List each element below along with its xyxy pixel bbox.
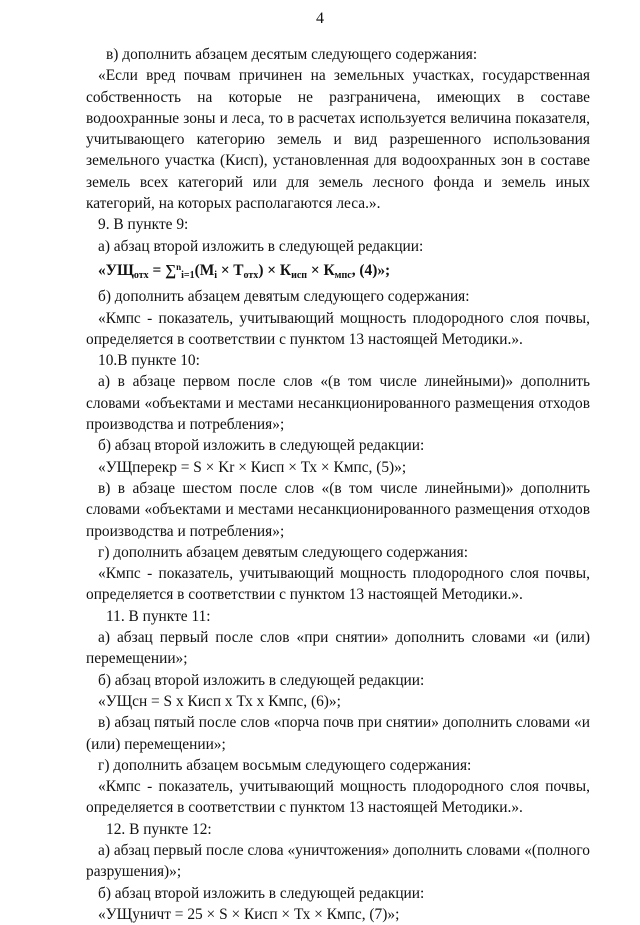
paragraph: «Кмпс - показатель, учитывающий мощность плодородного слоя почвы, определяется в соответствии с пунктом 13 настоящей Методики.». bbox=[86, 309, 590, 348]
paragraph: б) абзац второй изложить в следующей редакции: bbox=[98, 437, 425, 455]
paragraph: а) абзац первый после слов «при снятии» дополнить словами «и (или) перемещении»; bbox=[86, 629, 590, 668]
paragraph: б) абзац второй изложить в следующей редакции: bbox=[98, 671, 425, 689]
paragraph: «Кмпс - показатель, учитывающий мощность плодородного слоя почвы, определяется в соответствии с пунктом 13 настоящей Методики.». bbox=[86, 565, 590, 604]
paragraph: 11. В пункте 11: bbox=[106, 607, 211, 625]
paragraph: а) абзац второй изложить в следующей редакции: bbox=[98, 237, 424, 255]
paragraph: «Кмпс - показатель, учитывающий мощность плодородного слоя почвы, определяется в соответствии с пунктом 13 настоящей Методики.». bbox=[86, 778, 590, 817]
paragraph: 10.В пункте 10: bbox=[98, 352, 200, 370]
paragraph: в) дополнить абзацем десятым следующего содержания: bbox=[106, 46, 478, 63]
paragraph: «Если вред почвам причинен на земельных участках, государственная собственность на которые не разграничена, имеющих в составе водоохранные зоны и леса, то в расчетах используется величина показателя, учитывающего категорию земель и вид разрешенного использования земельного участка (Кисп), установленная для водоохранных зон в составе земель всех категорий или для земель лесного фонда и земель иных категорий, на которых располагаются леса.». bbox=[86, 67, 590, 213]
formula-6: «УЩсн = S x Кисп x Тх x Кмпс, (6)»; bbox=[98, 692, 341, 710]
paragraph: г) дополнить абзацем восьмым следующего содержания: bbox=[98, 756, 472, 774]
paragraph: а) в абзаце первом после слов «(в том числе линейными)» дополнить словами «объектами и местами несанкционированного размещения отходов производства и потребления»; bbox=[86, 373, 590, 434]
paragraph: в) в абзаце шестом после слов «(в том числе линейными)» дополнить словами «объектами и местами несанкционированного размещения отходов производства и потребления»; bbox=[86, 479, 590, 540]
document-body bbox=[86, 44, 590, 925]
paragraph: 9. В пункте 9: bbox=[98, 216, 189, 234]
formula-7: «УЩуничт = 25 × S × Кисп × Тх × Кмпс, (7)»; bbox=[98, 905, 400, 923]
paragraph: б) абзац второй изложить в следующей редакции: bbox=[98, 884, 425, 902]
page-number: 4 bbox=[316, 10, 324, 27]
paragraph: а) абзац первый после слова «уничтожения» дополнить словами «(полного разрушения)»; bbox=[86, 841, 590, 881]
paragraph: г) дополнить абзацем девятым следующего содержания: bbox=[98, 543, 469, 561]
paragraph: в) абзац пятый после слов «порча почв при снятии» дополнить словами «и (или) перемещении»; bbox=[86, 714, 590, 753]
paragraph: 12. В пункте 12: bbox=[106, 820, 212, 838]
paragraph: б) дополнить абзацем девятым следующего содержания: bbox=[98, 288, 470, 306]
formula-5: «УЩперекр = S × Kr × Кисп × Тх × Кмпс, (5)»; bbox=[98, 458, 407, 476]
formula-4: «$УЩ_{отх} = \sum^n_{i=1}(M_i \times T_{отх}) \times К_{исп} \times К_{мпс}$, (4)»; bbox=[98, 261, 391, 281]
